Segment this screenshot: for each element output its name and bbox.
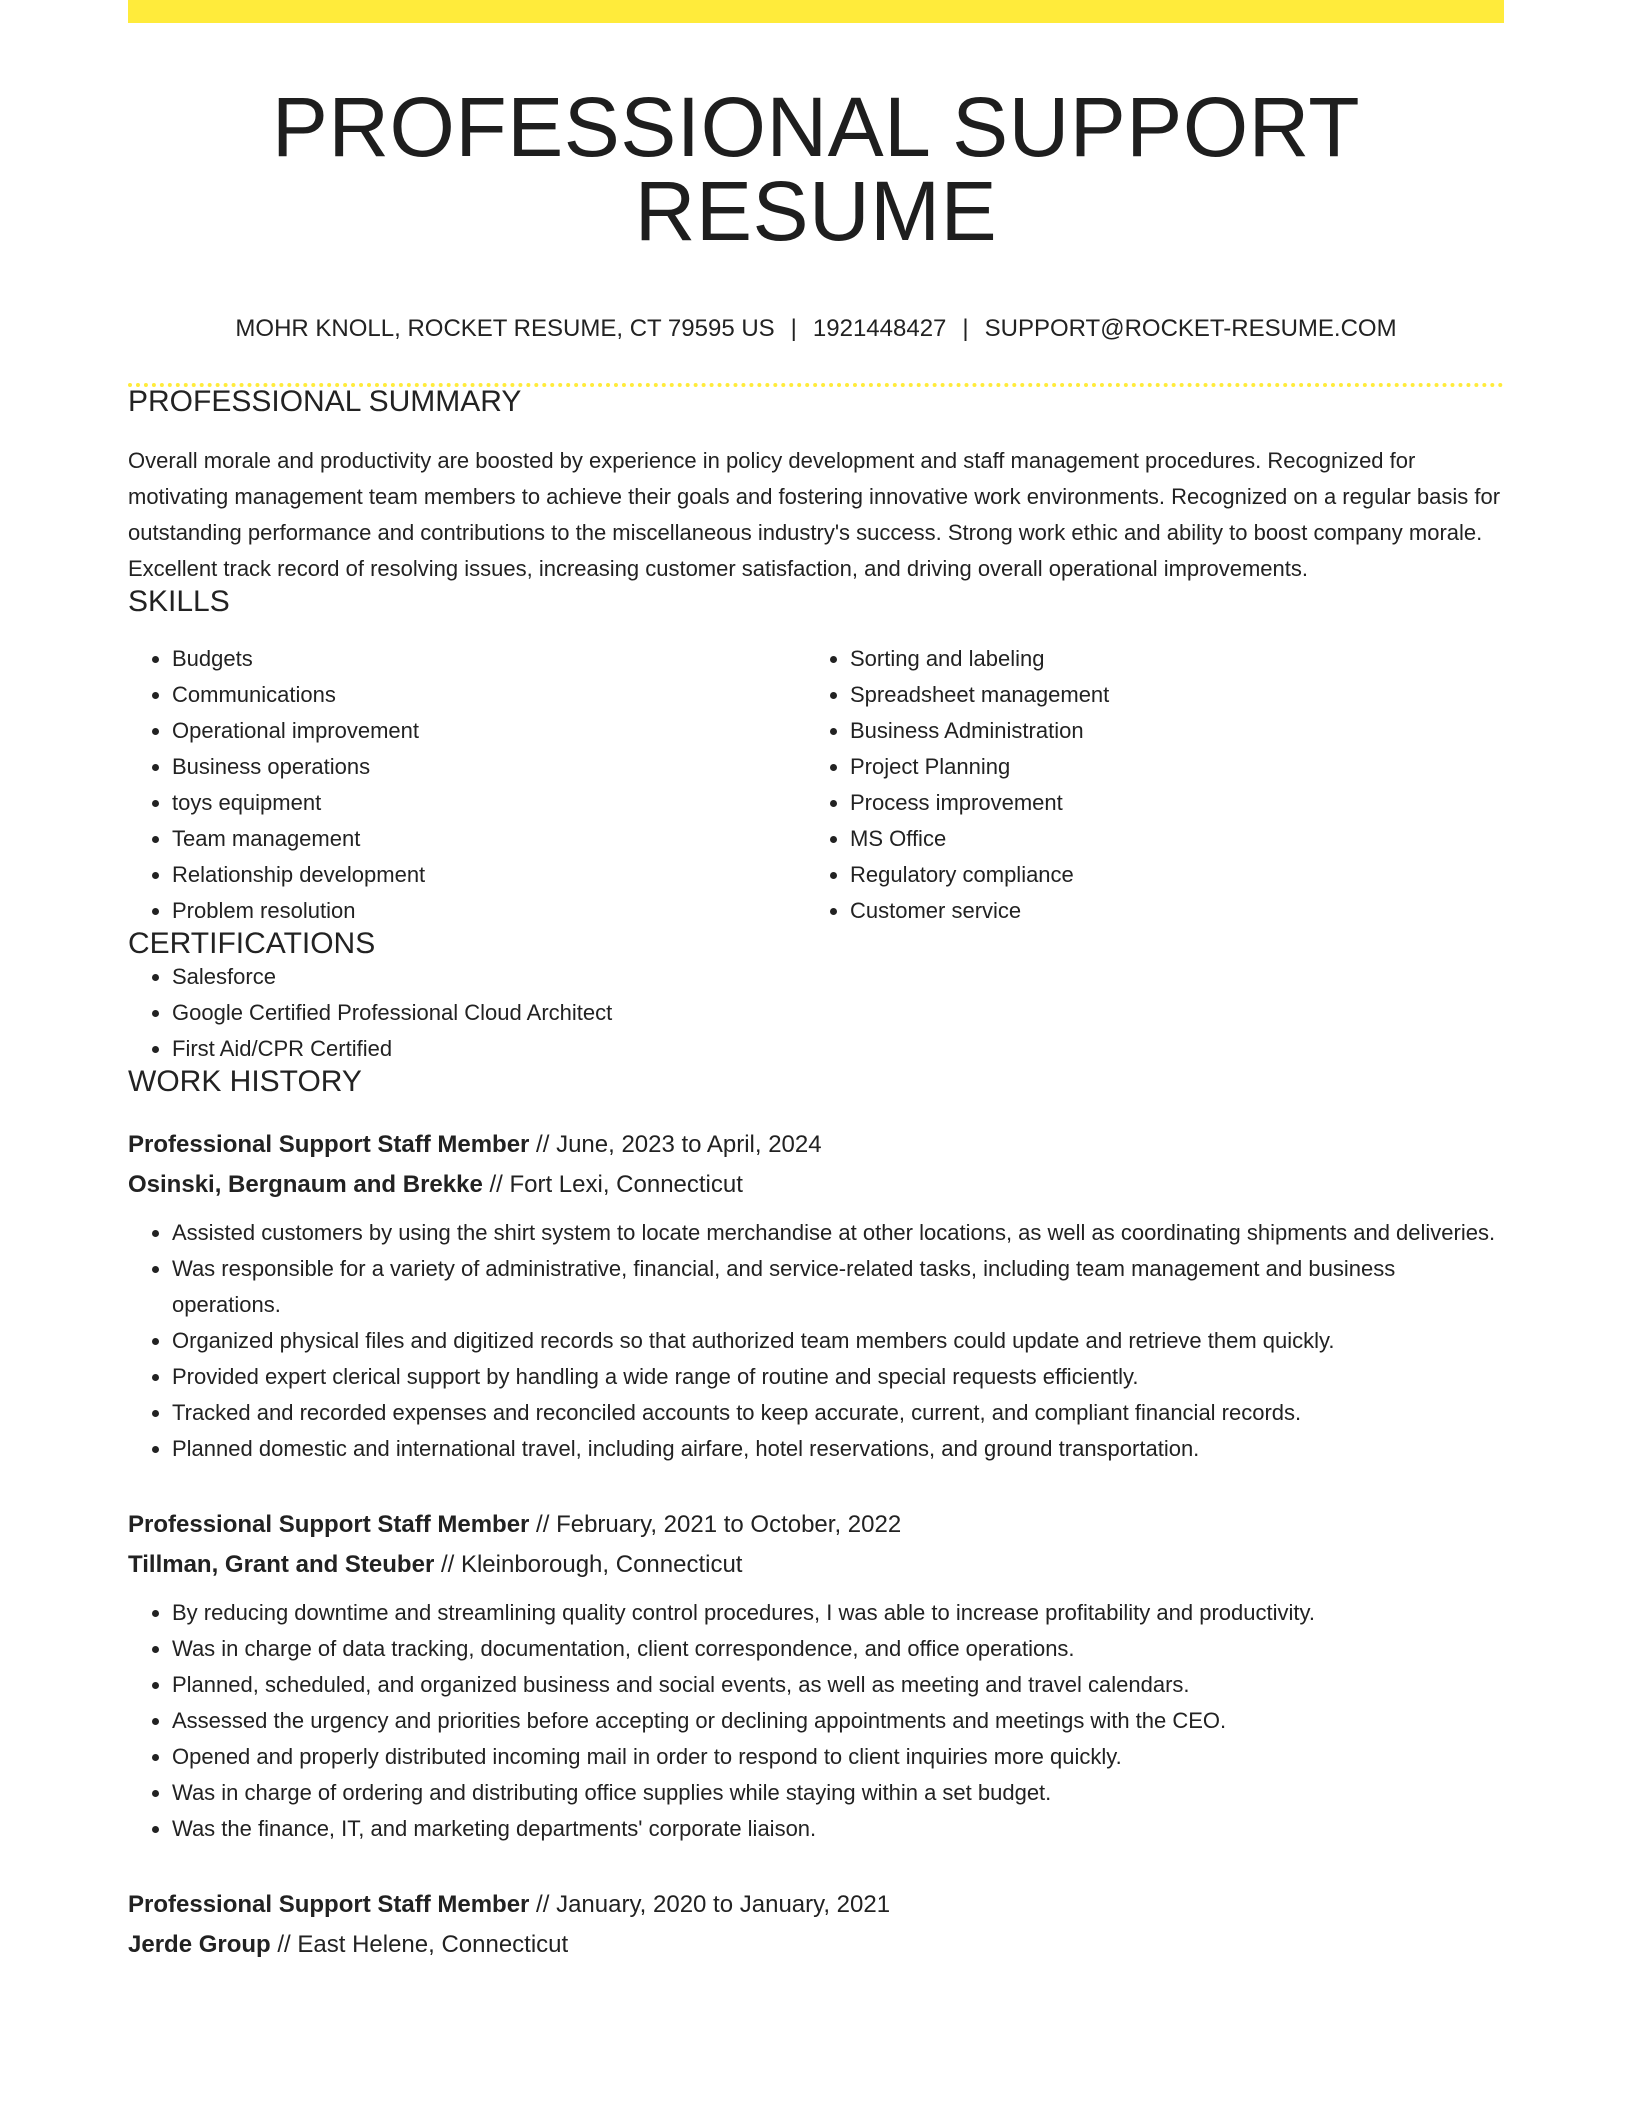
skill-item: • Business Administration [850, 713, 1484, 749]
job-company-line [128, 1545, 1504, 1585]
skill-item: • Communications [172, 677, 806, 713]
certifications-heading: CERTIFICATIONS [128, 927, 376, 960]
skill-item: • MS Office [850, 821, 1484, 857]
contact-line [128, 317, 1504, 341]
job-title-line [128, 1125, 1504, 1165]
job-duty: • Planned domestic and international travel, including airfare, hotel reservations, and ground transportation. [172, 1431, 1504, 1467]
job-duty: • Opened and properly distributed incoming mail in order to respond to client inquiries more quickly. [172, 1739, 1504, 1775]
job-duty: • Tracked and recorded expenses and reconciled accounts to keep accurate, current, and compliant financial records. [172, 1395, 1504, 1431]
job-title-line [128, 1885, 1504, 1925]
job-duty: • Assisted customers by using the shirt system to locate merchandise at other locations, as well as coordinating shipments and deliveries. [172, 1215, 1504, 1251]
skill-item: • Project Planning [850, 749, 1484, 785]
skill-item: • Spreadsheet management [850, 677, 1484, 713]
certification-item: • Google Certified Professional Cloud Architect [172, 995, 1504, 1031]
skill-item: • Customer service [850, 893, 1484, 929]
contact-separator: | [790, 315, 797, 342]
skill-item: • Process improvement [850, 785, 1484, 821]
skill-item: • Team management [172, 821, 806, 857]
job-duty: • Was in charge of ordering and distributing office supplies while staying within a set budget. [172, 1775, 1504, 1811]
job-duty: • By reducing downtime and streamlining quality control procedures, I was able to increase profitability and productivity. [172, 1595, 1504, 1631]
job-title: Professional Support Staff Member [128, 1891, 530, 1918]
skills-grid [128, 641, 1504, 929]
accent-top-bar [128, 0, 1504, 23]
certifications-list [128, 959, 1504, 1067]
resume-content [128, 0, 1504, 1965]
skills-list-right [806, 641, 1484, 929]
skill-item: • Budgets [172, 641, 806, 677]
job-entry [128, 1505, 1504, 1847]
job-duty: • Organized physical files and digitized records so that authorized team members could update and retrieve them quickly. [172, 1323, 1504, 1359]
contact-separator: | [962, 315, 969, 342]
job-duty: • Was responsible for a variety of administrative, financial, and service-related tasks, including team management and business operations. [172, 1251, 1504, 1323]
job-company-line [128, 1165, 1504, 1205]
job-duties-list [128, 1215, 1504, 1467]
skills-heading: SKILLS [128, 585, 230, 618]
skill-item: • Operational improvement [172, 713, 806, 749]
contact-address: MOHR KNOLL, ROCKET RESUME, CT 79595 US [235, 315, 775, 342]
resume-title: PROFESSIONAL SUPPORT RESUME [271, 80, 1361, 258]
skill-item: • toys equipment [172, 785, 806, 821]
job-dates: // February, 2021 to October, 2022 [529, 1511, 902, 1538]
job-duty: • Was the finance, IT, and marketing departments' corporate liaison. [172, 1811, 1504, 1847]
job-location: // Fort Lexi, Connecticut [482, 1171, 743, 1198]
job-entry [128, 1125, 1504, 1467]
job-duty: • Was in charge of data tracking, documentation, client correspondence, and office operations. [172, 1631, 1504, 1667]
job-duties-list [128, 1595, 1504, 1847]
job-duty: • Provided expert clerical support by handling a wide range of routine and special requests efficiently. [172, 1359, 1504, 1395]
skill-item: • Sorting and labeling [850, 641, 1484, 677]
skills-column-right [806, 641, 1484, 929]
summary-text: Overall morale and productivity are boosted by experience in policy development and staff management procedures. Recognized for motivating management team members to achieve their goals and fostering innovative work environments. Recognized on a regular basis for outstanding performance and contributions to the miscellaneous industry's success. Strong work ethic and ability to boost company morale. Excellent track record of resolving issues, increasing customer satisfaction, and driving overall operational improvements. [128, 448, 1501, 581]
job-title: Professional Support Staff Member [128, 1511, 530, 1538]
skill-item: • Relationship development [172, 857, 806, 893]
certification-item: • Salesforce [172, 959, 1504, 995]
job-title-line [128, 1505, 1504, 1545]
job-duty: • Assessed the urgency and priorities before accepting or declining appointments and meetings with the CEO. [172, 1703, 1504, 1739]
job-location: // East Helene, Connecticut [270, 1931, 569, 1958]
skill-item: • Problem resolution [172, 893, 806, 929]
contact-phone: 1921448427 [812, 315, 947, 342]
job-company-line [128, 1925, 1504, 1965]
job-duty: • Planned, scheduled, and organized business and social events, as well as meeting and travel calendars. [172, 1667, 1504, 1703]
job-entry [128, 1885, 1504, 1965]
summary-heading: PROFESSIONAL SUMMARY [128, 385, 522, 418]
job-company: Osinski, Bergnaum and Brekke [128, 1171, 483, 1198]
job-location: // Kleinborough, Connecticut [434, 1551, 743, 1578]
skills-column-left [128, 641, 806, 929]
work-history-heading: WORK HISTORY [128, 1065, 362, 1098]
certification-item: • First Aid/CPR Certified [172, 1031, 1504, 1067]
job-dates: // January, 2020 to January, 2021 [529, 1891, 891, 1918]
job-title: Professional Support Staff Member [128, 1131, 530, 1158]
skill-item: • Business operations [172, 749, 806, 785]
contact-email: SUPPORT@ROCKET-RESUME.COM [984, 315, 1397, 342]
skill-item: • Regulatory compliance [850, 857, 1484, 893]
skills-list-left [128, 641, 806, 929]
job-company: Jerde Group [128, 1931, 271, 1958]
job-company: Tillman, Grant and Steuber [128, 1551, 435, 1578]
job-dates: // June, 2023 to April, 2024 [529, 1131, 822, 1158]
